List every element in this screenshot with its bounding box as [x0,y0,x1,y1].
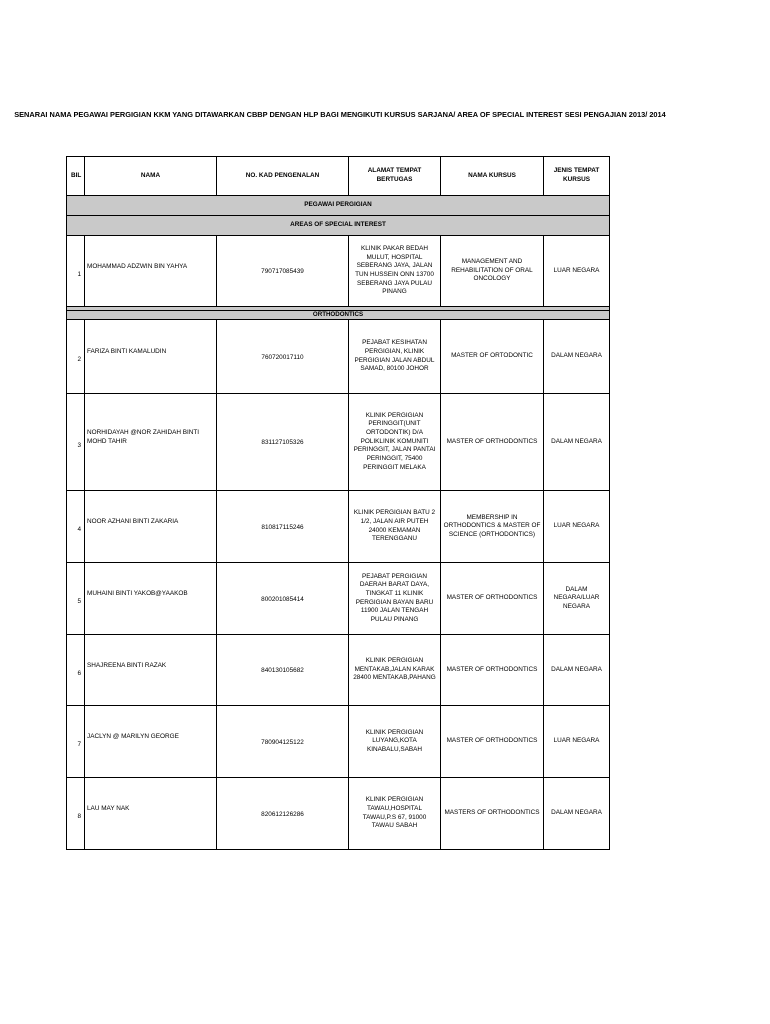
cell-bil: 3 [67,394,85,491]
cell-kursus: MANAGEMENT AND REHABILITATION OF ORAL ONCOLOGY [441,236,544,307]
cell-jenis: LUAR NEGARA [544,706,610,778]
cell-kursus: MASTER OF ORTHODONTICS [441,394,544,491]
table-row [67,394,610,491]
cell-kursus: MASTER OF ORTODONTIC [441,320,544,394]
cell-nama: JACLYN @ MARILYN GEORGE [85,706,217,778]
table-row [67,563,610,635]
cell-jenis: DALAM NEGARA [544,320,610,394]
cell-bil: 4 [67,491,85,563]
document-title: SENARAI NAMA PEGAWAI PERGIGIAN KKM YANG DITAWARKAN CBBP DENGAN HLP BAGI MENGIKUTI KURSUS SARJANA/ AREA OF SPECIAL INTEREST SESI PENGAJIAN 2013/ 2014 [14,110,666,119]
cell-jenis: DALAM NEGARA [544,635,610,706]
section-pegawai: PEGAWAI PERGIGIAN [67,196,610,216]
cell-ic: 831127105326 [217,394,349,491]
cell-alamat: KLINIK PERGIGIAN BATU 2 1/2, JALAN AIR PUTEH 24000 KEMAMAN TERENGGANU [349,491,441,563]
cell-jenis: DALAM NEGARA/LUAR NEGARA [544,563,610,635]
cell-kursus: MASTER OF ORTHODONTICS [441,563,544,635]
cell-bil: 5 [67,563,85,635]
cell-ic: 760720017110 [217,320,349,394]
table-row [67,236,610,307]
table-row [67,491,610,563]
cell-nama: SHAJREENA BINTI RAZAK [85,635,217,706]
cell-bil: 8 [67,778,85,850]
cell-alamat: KLINIK PERGIGIAN TAWAU,HOSPITAL TAWAU,P.S 67, 91000 TAWAU SABAH [349,778,441,850]
cell-kursus: MASTERS OF ORTHODONTICS [441,778,544,850]
header-ic: NO. KAD PENGENALAN [217,157,349,196]
cell-bil: 6 [67,635,85,706]
cell-alamat: KLINIK PAKAR BEDAH MULUT, HOSPITAL SEBERANG JAYA, JALAN TUN HUSSEIN ONN 13700 SEBERANG JAYA PULAU PINANG [349,236,441,307]
staff-table [66,156,610,850]
table-row [67,320,610,394]
cell-jenis: DALAM NEGARA [544,394,610,491]
cell-nama: FARIZA BINTI KAMALUDIN [85,320,217,394]
header-kursus: NAMA KURSUS [441,157,544,196]
cell-ic: 840130105682 [217,635,349,706]
cell-ic: 800201085414 [217,563,349,635]
cell-kursus: MEMBERSHIP IN ORTHODONTICS & MASTER OF SCIENCE (ORTHODONTICS) [441,491,544,563]
section-row-pegawai [67,196,610,216]
cell-bil: 1 [67,236,85,307]
cell-alamat: KLINIK PERGIGIAN LUYANG,KOTA KINABALU,SABAH [349,706,441,778]
table-row [67,706,610,778]
cell-kursus: MASTER OF ORTHODONTICS [441,706,544,778]
cell-jenis: DALAM NEGARA [544,778,610,850]
cell-ic: 820612126286 [217,778,349,850]
header-nama: NAMA [85,157,217,196]
cell-ic: 810817115246 [217,491,349,563]
cell-alamat: KLINIK PERGIGIAN MENTAKAB,JALAN KARAK 28400 MENTAKAB,PAHANG [349,635,441,706]
cell-alamat: PEJABAT KESIHATAN PERGIGIAN, KLINIK PERGIGIAN JALAN ABDUL SAMAD, 80100 JOHOR [349,320,441,394]
cell-nama: NOOR AZHANI BINTI ZAKARIA [85,491,217,563]
header-bil: BIL [67,157,85,196]
section-row-ortho [67,311,610,320]
cell-jenis: LUAR NEGARA [544,491,610,563]
table-row [67,635,610,706]
header-alamat: ALAMAT TEMPAT BERTUGAS [349,157,441,196]
cell-kursus: MASTER OF ORTHODONTICS [441,635,544,706]
cell-nama: MOHAMMAD ADZWIN BIN YAHYA [85,236,217,307]
section-ortho: ORTHODONTICS [67,311,610,320]
cell-ic: 780904125122 [217,706,349,778]
cell-nama: MUHAINI BINTI YAKOB@YAAKOB [85,563,217,635]
table-row [67,778,610,850]
header-jenis: JENIS TEMPAT KURSUS [544,157,610,196]
table-header-row [67,157,610,196]
cell-nama: NORHIDAYAH @NOR ZAHIDAH BINTI MOHD TAHIR [85,394,217,491]
cell-bil: 2 [67,320,85,394]
cell-alamat: PEJABAT PERGIGIAN DAERAH BARAT DAYA, TINGKAT 11 KLINIK PERGIGIAN BAYAN BARU 11900 JALAN TENGAH PULAU PINANG [349,563,441,635]
section-row-asi [67,216,610,236]
cell-ic: 790717085439 [217,236,349,307]
cell-alamat: KLINIK PERGIGIAN PERINGGIT(UNIT ORTODONTIK) D/A POLIKLINIK KOMUNITI PERINGGIT, JALAN PANTAI PERINGGIT, 75400 PERINGGIT MELAKA [349,394,441,491]
cell-bil: 7 [67,706,85,778]
cell-jenis: LUAR NEGARA [544,236,610,307]
section-asi: AREAS OF SPECIAL INTEREST [67,216,610,236]
cell-nama: LAU MAY NAK [85,778,217,850]
